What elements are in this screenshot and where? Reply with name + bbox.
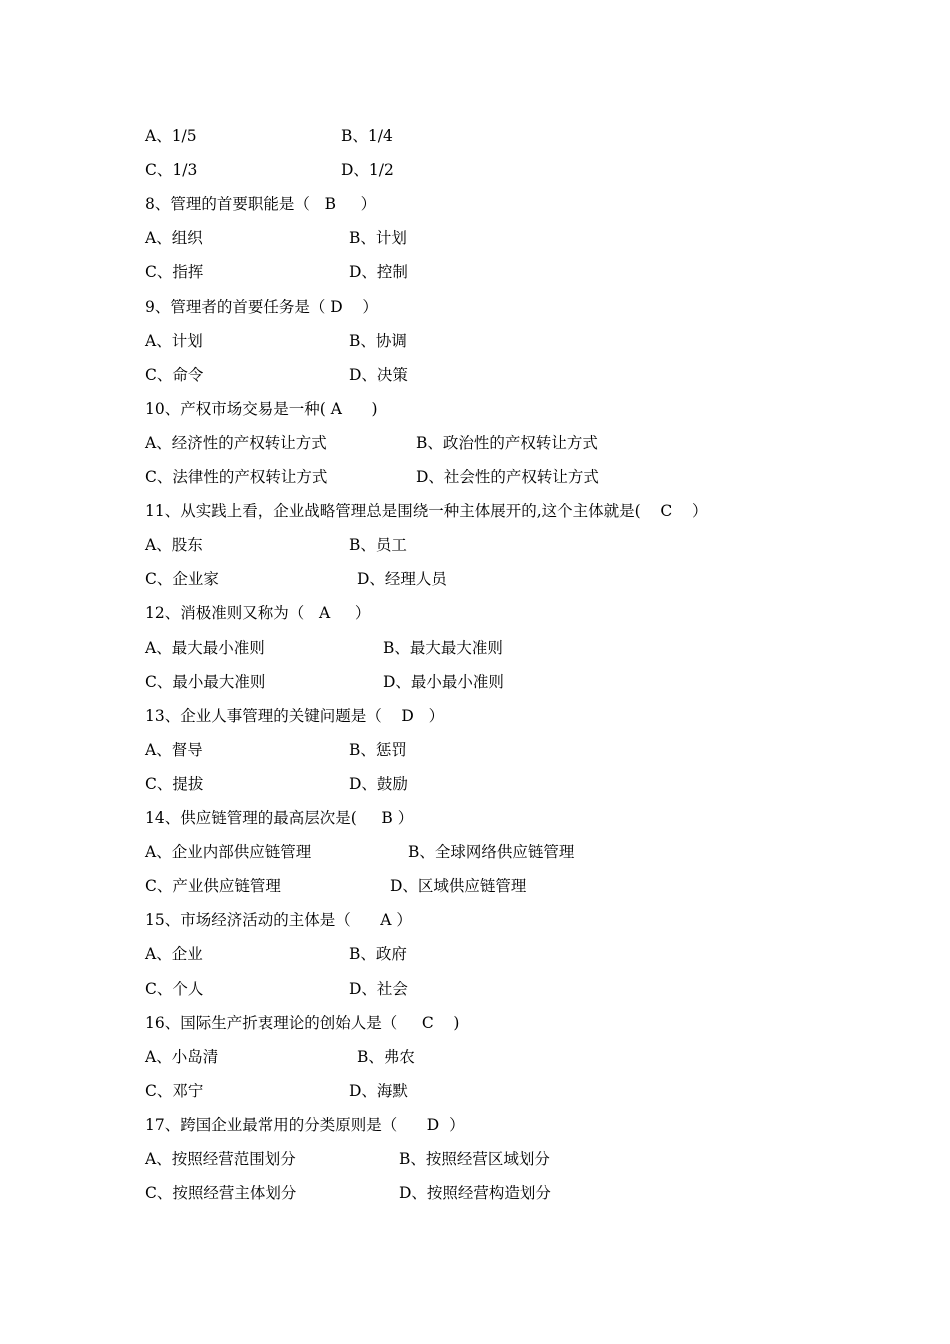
- option-right: B、惩罚: [349, 740, 407, 759]
- option-right: B、政府: [349, 945, 407, 964]
- option-right: D、最小最小准则: [383, 672, 504, 691]
- option-right: B、最大最大准则: [383, 638, 503, 657]
- option-right: B、弗农: [357, 1047, 415, 1066]
- option-right: B、计划: [349, 229, 407, 248]
- option-right: D、按照经营构造划分: [399, 1184, 551, 1203]
- question-line: 17、跨国企业最常用的分类原则是（ D ）: [145, 1115, 465, 1134]
- option-left: C、按照经营主体划分: [145, 1184, 297, 1203]
- question-line: 14、供应链管理的最高层次是( B ）: [145, 809, 414, 827]
- question-line: 16、国际生产折衷理论的创始人是（ C ): [145, 1013, 460, 1032]
- question-line: 8、管理的首要职能是（ B ）: [145, 195, 377, 214]
- option-right: D、区域供应链管理: [390, 877, 527, 896]
- option-right: B、全球网络供应链管理: [408, 843, 575, 862]
- option-left: A、计划: [145, 331, 203, 350]
- option-right: B、政治性的产权转让方式: [416, 433, 598, 452]
- option-left: C、邓宁: [145, 1081, 204, 1100]
- option-right: B、1/4: [341, 127, 393, 145]
- question-line: 15、市场经济活动的主体是（ A ）: [145, 911, 412, 930]
- question-line: 13、企业人事管理的关键问题是（ D ）: [145, 706, 445, 725]
- option-left: A、经济性的产权转让方式: [145, 433, 327, 452]
- option-left: C、法律性的产权转让方式: [145, 468, 328, 486]
- option-right: D、决策: [349, 365, 408, 384]
- option-left: C、产业供应链管理: [145, 877, 281, 896]
- option-left: C、企业家: [145, 570, 219, 589]
- option-left: C、1/3: [145, 161, 198, 180]
- option-left: A、组织: [145, 229, 203, 248]
- option-left: C、指挥: [145, 263, 204, 282]
- option-left: A、最大最小准则: [145, 638, 265, 657]
- option-left: A、1/5: [145, 127, 197, 145]
- option-left: A、小岛清: [145, 1047, 219, 1066]
- option-right: B、协调: [349, 331, 407, 350]
- option-left: A、督导: [145, 740, 203, 759]
- option-right: D、社会性的产权转让方式: [416, 468, 599, 486]
- option-right: B、按照经营区域划分: [399, 1150, 550, 1168]
- option-right: D、经理人员: [357, 570, 447, 589]
- option-left: A、企业内部供应链管理: [145, 843, 312, 862]
- option-right: D、控制: [349, 263, 408, 282]
- option-left: C、个人: [145, 979, 204, 998]
- option-right: D、海默: [349, 1081, 408, 1100]
- option-right: D、鼓励: [349, 774, 408, 793]
- question-line: 10、产权市场交易是一种( A ): [145, 399, 378, 418]
- question-line: 12、消极准则又称为（ A ）: [145, 604, 371, 623]
- option-left: C、命令: [145, 365, 204, 384]
- option-right: D、社会: [349, 979, 408, 998]
- question-line: 9、管理者的首要任务是（ D ）: [145, 297, 378, 316]
- question-line: 11、从实践上看，企业战略管理总是围绕一种主体展开的,这个主体就是( C ）: [145, 502, 708, 521]
- option-right: D、1/2: [341, 161, 394, 180]
- option-left: C、最小最大准则: [145, 672, 266, 691]
- option-left: C、提拔: [145, 774, 204, 793]
- option-left: A、按照经营范围划分: [145, 1150, 296, 1168]
- option-left: A、股东: [145, 536, 203, 555]
- option-right: B、员工: [349, 536, 407, 555]
- option-left: A、企业: [145, 945, 203, 964]
